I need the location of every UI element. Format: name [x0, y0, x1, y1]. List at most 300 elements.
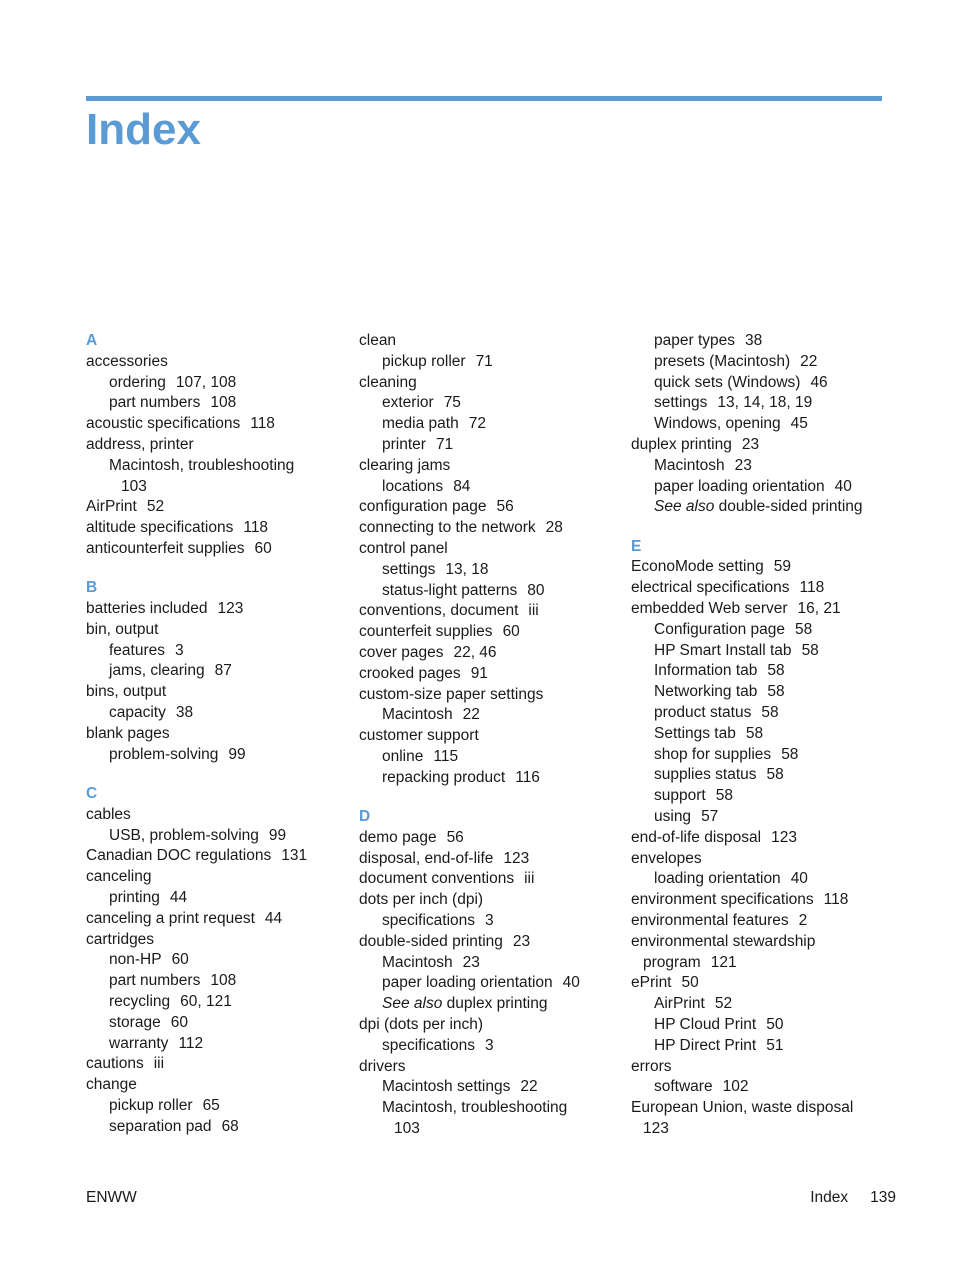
- index-entry: [86, 497, 348, 518]
- see-also-label: See also: [382, 995, 443, 1013]
- index-page-ref: 16, 21: [797, 600, 841, 618]
- index-term: control panel: [359, 539, 448, 557]
- index-entry: [631, 973, 893, 994]
- index-term: media path: [382, 415, 459, 433]
- index-page-ref: 40: [790, 870, 808, 888]
- index-entry: [86, 477, 348, 498]
- index-entry: [359, 622, 621, 643]
- index-term: storage: [109, 1013, 161, 1031]
- index-entry: [359, 869, 621, 890]
- index-page-ref: 121: [710, 953, 737, 971]
- index-page-ref: 58: [767, 662, 785, 680]
- index-column-1: [86, 331, 348, 1137]
- index-entry: [86, 930, 348, 951]
- index-page-ref: 131: [281, 847, 308, 865]
- index-term: accessories: [86, 352, 168, 370]
- index-page-ref: 123: [217, 600, 244, 618]
- index-term: using: [654, 808, 692, 826]
- index-term: Macintosh: [382, 953, 453, 971]
- index-term: warranty: [109, 1034, 169, 1052]
- section-gap: [359, 789, 621, 808]
- index-term: recycling: [109, 992, 171, 1010]
- index-term: anticounterfeit supplies: [86, 539, 245, 557]
- index-entry: [631, 620, 893, 641]
- index-entry: [631, 352, 893, 373]
- index-entry: [359, 994, 621, 1015]
- index-term: bin, output: [86, 620, 159, 638]
- index-term: repacking product: [382, 768, 506, 786]
- index-term: paper types: [654, 332, 735, 349]
- index-entry: [631, 953, 893, 974]
- index-term: cover pages: [359, 643, 444, 661]
- index-page-ref: 22: [800, 352, 818, 370]
- index-entry: [359, 352, 621, 373]
- index-term: AirPrint: [86, 498, 137, 516]
- index-page-ref: 52: [714, 995, 733, 1013]
- index-page-ref: 3: [485, 1036, 494, 1054]
- index-page-ref: 108: [210, 972, 237, 990]
- index-term: electrical specifications: [631, 579, 790, 597]
- index-term: pickup roller: [382, 352, 466, 370]
- index-page-ref: 28: [545, 519, 563, 537]
- index-entry: [359, 685, 621, 706]
- index-term: shop for supplies: [654, 745, 772, 763]
- index-term: printer: [382, 435, 426, 453]
- index-page-ref: 58: [801, 641, 819, 659]
- index-entry: [631, 807, 893, 828]
- index-entry: [631, 682, 893, 703]
- index-letter-heading: A: [86, 332, 98, 349]
- index-page-ref: 65: [202, 1096, 220, 1114]
- index-page-ref: 2: [798, 912, 808, 930]
- index-letter-heading: E: [631, 537, 642, 555]
- index-entry: [86, 805, 348, 826]
- index-page-ref: 23: [512, 932, 531, 950]
- index-entry: [86, 661, 348, 682]
- index-term: Canadian DOC regulations: [86, 847, 272, 865]
- index-term: EconoMode setting: [631, 558, 764, 576]
- index-term: cleaning: [359, 373, 417, 391]
- index-term: double-sided printing: [359, 932, 503, 950]
- index-entry: [86, 1096, 348, 1117]
- index-entry: [86, 1075, 348, 1096]
- index-letter-heading: D: [359, 808, 371, 826]
- index-page-ref: 115: [433, 747, 459, 765]
- index-page-ref: 68: [221, 1117, 239, 1135]
- index-entry: [359, 456, 621, 477]
- footer-section: Index: [810, 1189, 849, 1206]
- index-entry: [86, 950, 348, 971]
- index-entry: [631, 435, 893, 456]
- index-entry: [359, 953, 621, 974]
- footer-left: ENWW: [86, 1189, 137, 1206]
- index-entry: [86, 909, 348, 930]
- index-page-ref: 23: [734, 456, 752, 474]
- index-term: duplex printing: [446, 995, 548, 1013]
- index-term: support: [654, 787, 706, 805]
- index-entry: [631, 661, 893, 682]
- index-entry: [631, 641, 893, 662]
- index-entry: [86, 1117, 348, 1138]
- index-page-ref: 22: [462, 706, 480, 724]
- index-entry: [631, 373, 893, 394]
- index-entry: [86, 971, 348, 992]
- index-term: cables: [86, 805, 131, 823]
- index-page-ref: 118: [799, 579, 825, 597]
- index-term: Settings tab: [654, 724, 736, 742]
- index-entry: [631, 1098, 893, 1119]
- index-page-ref: 58: [795, 620, 813, 638]
- index-term: presets (Macintosh): [654, 352, 791, 370]
- index-page-ref: iii: [153, 1055, 165, 1073]
- index-page-ref: 52: [146, 498, 165, 516]
- index-page-ref: 99: [268, 826, 287, 844]
- index-page-ref: 84: [453, 477, 471, 495]
- title-rule: [86, 96, 882, 101]
- index-term: batteries included: [86, 600, 208, 618]
- index-entry: [86, 724, 348, 745]
- index-page-ref: 118: [250, 415, 275, 433]
- index-letter-heading: C: [86, 784, 98, 802]
- index-page-ref: 118: [243, 519, 269, 537]
- index-entry: [86, 846, 348, 867]
- index-term: settings: [654, 394, 708, 412]
- index-page-ref: 99: [228, 745, 246, 763]
- index-entry: [631, 724, 893, 745]
- index-term: dpi (dots per inch): [359, 1016, 484, 1033]
- index-page-ref: 116: [515, 768, 540, 786]
- index-entry: [631, 869, 893, 890]
- index-page-ref: 44: [264, 909, 283, 927]
- index-entry: [86, 1054, 348, 1075]
- index-term: drivers: [359, 1057, 406, 1075]
- index-term: altitude specifications: [86, 519, 234, 537]
- index-entry: [86, 826, 348, 847]
- index-term: European Union, waste disposal: [631, 1099, 854, 1117]
- index-term: paper loading orientation: [654, 477, 825, 495]
- index-page-ref: 71: [475, 352, 493, 370]
- index-page-ref: 58: [781, 745, 799, 763]
- index-term: Configuration page: [654, 620, 785, 638]
- index-page-ref: 107, 108: [175, 373, 237, 391]
- section-gap: [631, 518, 893, 537]
- index-entry: [631, 393, 893, 414]
- index-term: embedded Web server: [631, 600, 788, 618]
- index-page-ref: 91: [470, 664, 488, 682]
- index-term: capacity: [109, 704, 166, 722]
- section-gap: [86, 765, 348, 784]
- index-entry: [359, 828, 621, 849]
- index-page-ref: 60: [502, 623, 520, 641]
- index-entry: [86, 539, 348, 560]
- index-term: features: [109, 641, 166, 659]
- index-page-ref: 60, 121: [180, 992, 232, 1010]
- index-page-ref: 58: [745, 724, 764, 742]
- index-term: change: [86, 1076, 137, 1094]
- index-page-ref: 80: [527, 581, 545, 599]
- index-entry: [86, 682, 348, 703]
- index-term: 103: [394, 1119, 420, 1137]
- index-term: ePrint: [631, 974, 672, 992]
- index-entry: [631, 703, 893, 724]
- index-term: program: [643, 953, 701, 971]
- index-page-ref: 58: [715, 787, 733, 805]
- index-page-ref: 38: [745, 332, 763, 349]
- index-entry: [359, 497, 621, 518]
- index-entry: [631, 414, 893, 435]
- index-entry: [86, 373, 348, 394]
- index-term: part numbers: [109, 394, 201, 412]
- index-entry: [86, 599, 348, 620]
- index-term: canceling: [86, 868, 152, 886]
- index-letter-heading: B: [86, 579, 98, 597]
- index-term: 123: [643, 1119, 669, 1137]
- index-term: document conventions: [359, 870, 515, 888]
- index-entry: [359, 932, 621, 953]
- index-page-ref: 51: [766, 1036, 784, 1054]
- index-page-ref: 22, 46: [453, 643, 497, 661]
- index-term: duplex printing: [631, 435, 732, 453]
- index-term: address, printer: [86, 435, 194, 453]
- index-entry: [359, 601, 621, 622]
- index-entry: [359, 539, 621, 560]
- index-term: connecting to the network: [359, 519, 536, 537]
- index-entry: [359, 664, 621, 685]
- index-entry: [359, 1098, 621, 1119]
- index-term: settings: [382, 560, 436, 578]
- index-entry: [631, 1036, 893, 1057]
- index-entry: [359, 849, 621, 870]
- index-page-ref: 123: [771, 828, 797, 846]
- index-term: HP Direct Print: [654, 1036, 757, 1054]
- index-page-ref: 38: [175, 704, 194, 722]
- index-page-ref: 60: [254, 539, 272, 557]
- index-page-ref: iii: [528, 602, 539, 620]
- index-term: Macintosh: [654, 456, 725, 474]
- index-term: paper loading orientation: [382, 974, 553, 992]
- index-term: customer support: [359, 727, 479, 745]
- index-entry: [359, 973, 621, 994]
- index-entry: [359, 747, 621, 768]
- index-term: non-HP: [109, 951, 162, 969]
- index-page-ref: 50: [766, 1016, 784, 1033]
- index-page-ref: 58: [766, 766, 784, 784]
- index-term: disposal, end-of-life: [359, 849, 494, 867]
- index-term: specifications: [382, 1036, 476, 1054]
- index-term: custom-size paper settings: [359, 685, 544, 703]
- index-entry: [86, 745, 348, 766]
- index-page-ref: 58: [761, 704, 779, 722]
- index-page-ref: 112: [178, 1034, 204, 1052]
- index-entry: [631, 1119, 893, 1140]
- index-term: crooked pages: [359, 664, 461, 682]
- index-term: specifications: [382, 912, 476, 930]
- index-term: errors: [631, 1057, 672, 1075]
- index-entry: [359, 560, 621, 581]
- index-term: conventions, document: [359, 602, 519, 620]
- page-title: Index: [86, 105, 201, 154]
- index-term: pickup roller: [109, 1096, 193, 1114]
- index-term: acoustic specifications: [86, 415, 241, 433]
- index-page-ref: 71: [435, 435, 454, 453]
- index-page-ref: 46: [810, 373, 828, 391]
- index-page-ref: 45: [790, 415, 808, 433]
- index-term: bins, output: [86, 683, 167, 701]
- index-term: supplies status: [654, 766, 757, 784]
- index-entry: [359, 768, 621, 789]
- index-entry: [631, 932, 893, 953]
- index-entry: [86, 641, 348, 662]
- index-page-ref: 57: [701, 808, 719, 826]
- index-page-ref: 58: [767, 683, 785, 701]
- index-page-ref: 40: [562, 974, 580, 992]
- index-entry: [631, 911, 893, 932]
- index-page-ref: 40: [834, 477, 852, 495]
- index-entry: [631, 828, 893, 849]
- index-entry: [631, 1057, 893, 1078]
- index-term: canceling a print request: [86, 909, 255, 927]
- footer-right: [810, 1188, 896, 1208]
- index-entry: [86, 456, 348, 477]
- index-term: status-light patterns: [382, 581, 518, 599]
- index-entry: [86, 867, 348, 888]
- index-entry: [631, 497, 893, 518]
- index-term: blank pages: [86, 724, 170, 742]
- index-term: environmental stewardship: [631, 932, 816, 950]
- index-entry: [631, 456, 893, 477]
- index-entry: [359, 414, 621, 435]
- section-gap: [86, 560, 348, 579]
- index-entry: [359, 911, 621, 932]
- index-entry: [359, 705, 621, 726]
- index-entry: [631, 331, 893, 352]
- index-entry: [631, 745, 893, 766]
- index-entry: [359, 643, 621, 664]
- index-entry: [359, 331, 621, 352]
- index-entry: [359, 726, 621, 747]
- index-term: locations: [382, 477, 444, 495]
- index-entry: [359, 1057, 621, 1078]
- index-term: loading orientation: [654, 870, 781, 888]
- index-page-ref: 3: [485, 912, 494, 930]
- index-entry: [359, 518, 621, 539]
- index-entry: [631, 1015, 893, 1036]
- index-page-ref: 23: [741, 435, 760, 453]
- index-entry: [359, 393, 621, 414]
- index-entry: [359, 1077, 621, 1098]
- see-also-label: See also: [654, 498, 715, 516]
- index-term: part numbers: [109, 972, 201, 990]
- index-entry: [86, 518, 348, 539]
- index-term: quick sets (Windows): [654, 373, 801, 391]
- index-column-3: [631, 331, 893, 1140]
- index-page-ref: 60: [171, 951, 189, 969]
- index-term: HP Smart Install tab: [654, 641, 792, 659]
- index-page-ref: 3: [175, 641, 184, 659]
- index-term: Macintosh settings: [382, 1078, 511, 1096]
- index-term: Macintosh, troubleshooting: [382, 1099, 568, 1117]
- index-entry: [86, 393, 348, 414]
- index-entry: [359, 373, 621, 394]
- index-entry: [86, 620, 348, 641]
- index-term: environmental features: [631, 912, 789, 930]
- index-term: dots per inch (dpi): [359, 891, 484, 909]
- index-term: printing: [109, 888, 160, 906]
- index-term: Windows, opening: [654, 415, 781, 433]
- index-term: Macintosh, troubleshooting: [109, 456, 295, 474]
- index-term: problem-solving: [109, 745, 219, 763]
- index-term: HP Cloud Print: [654, 1016, 757, 1033]
- index-entry: [359, 890, 621, 911]
- index-entry: [631, 765, 893, 786]
- index-page-ref: 60: [170, 1013, 188, 1031]
- index-page-ref: 59: [773, 558, 791, 576]
- index-entry: [631, 786, 893, 807]
- index-term: product status: [654, 704, 752, 722]
- index-entry: [359, 435, 621, 456]
- index-term: envelopes: [631, 849, 702, 867]
- index-term: clearing jams: [359, 456, 451, 474]
- index-term: USB, problem-solving: [109, 826, 259, 844]
- index-column-2: [359, 331, 621, 1140]
- index-term: counterfeit supplies: [359, 623, 493, 641]
- index-entry: [631, 890, 893, 911]
- index-page-ref: 87: [214, 662, 232, 680]
- index-term: exterior: [382, 394, 434, 412]
- index-term: demo page: [359, 828, 437, 846]
- index-term: end-of-life disposal: [631, 828, 762, 846]
- index-entry: [631, 849, 893, 870]
- index-term: separation pad: [109, 1117, 212, 1135]
- index-entry: [86, 888, 348, 909]
- index-term: clean: [359, 332, 397, 349]
- index-page-ref: 23: [462, 953, 480, 971]
- index-page-ref: 75: [443, 394, 461, 412]
- index-entry: [359, 1036, 621, 1057]
- index-entry: [86, 435, 348, 456]
- index-term: configuration page: [359, 498, 487, 516]
- index-term: Macintosh: [382, 706, 453, 724]
- index-term: cautions: [86, 1055, 144, 1073]
- index-term: Networking tab: [654, 683, 758, 701]
- index-entry: [359, 1119, 621, 1140]
- index-page-ref: 118: [823, 891, 849, 909]
- index-page-ref: 56: [496, 498, 514, 516]
- index-entry: [631, 578, 893, 599]
- index-entry: [86, 1013, 348, 1034]
- index-entry: [86, 352, 348, 373]
- index-entry: [631, 1077, 893, 1098]
- index-page-ref: 50: [681, 974, 699, 992]
- index-term: environment specifications: [631, 891, 814, 909]
- index-entry: [359, 1015, 621, 1036]
- index-entry: [631, 599, 893, 620]
- index-entry: [86, 992, 348, 1013]
- index-page-ref: 56: [446, 828, 464, 846]
- index-page-ref: 72: [468, 415, 486, 433]
- index-entry: [631, 994, 893, 1015]
- index-entry: [631, 477, 893, 498]
- index-entry: [86, 703, 348, 724]
- index-entry: [631, 557, 893, 578]
- index-entry: [86, 414, 348, 435]
- index-page-ref: 123: [503, 849, 530, 867]
- index-page-ref: 102: [722, 1078, 749, 1096]
- index-term: cartridges: [86, 930, 155, 948]
- index-entry: [86, 1034, 348, 1055]
- index-page-ref: 108: [210, 394, 237, 412]
- index-page-ref: 13, 14, 18, 19: [717, 394, 813, 412]
